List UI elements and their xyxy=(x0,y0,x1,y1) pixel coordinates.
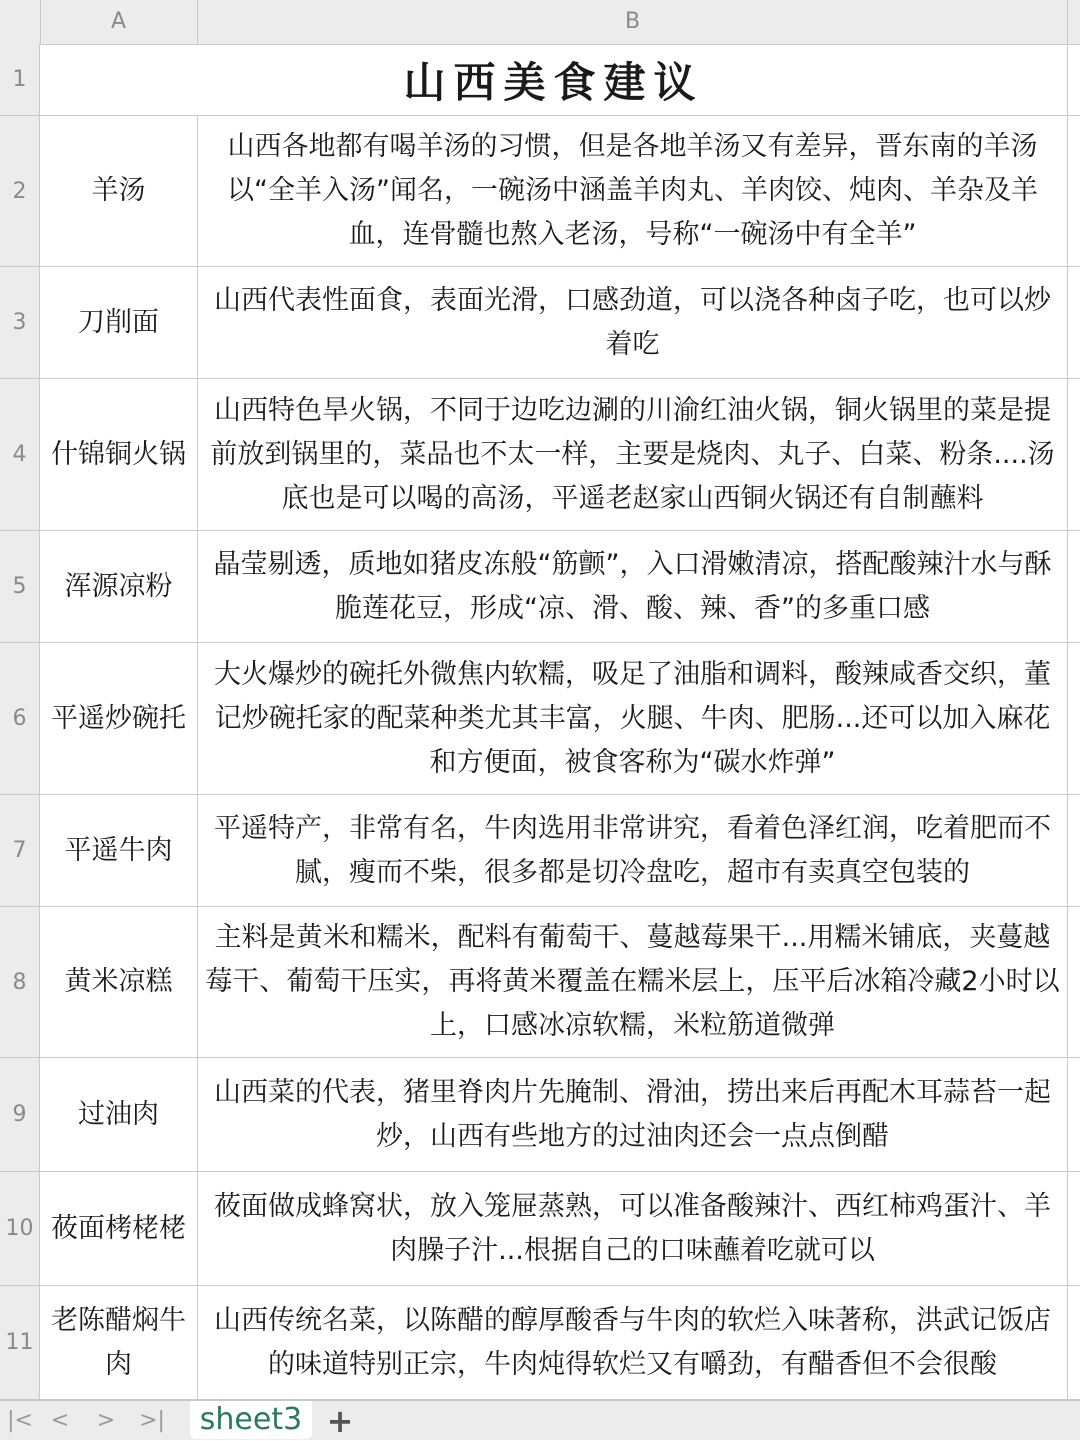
last-sheet-icon[interactable]: >| xyxy=(139,1408,165,1433)
row-header[interactable]: 11 xyxy=(0,1286,40,1399)
dish-description-cell[interactable]: 山西菜的代表，猪里脊肉片先腌制、滑油，捞出来后再配木耳蒜苔一起炒，山西有些地方的过油肉还会一点点倒醋 xyxy=(198,1058,1068,1171)
tab-sheet3[interactable]: sheet3 xyxy=(190,1401,312,1439)
table-row xyxy=(0,643,1080,795)
dish-name-cell[interactable]: 什锦铜火锅 xyxy=(40,379,198,530)
dish-description-cell[interactable]: 晶莹剔透，质地如猪皮冻般“筋颤”，入口滑嫩清凉，搭配酸辣汁水与酥脆莲花豆，形成“凉、滑、酸、辣、香”的多重口感 xyxy=(198,531,1068,642)
column-header-a[interactable]: A xyxy=(40,0,198,44)
dish-name-cell[interactable]: 莜面栲栳栳 xyxy=(40,1172,198,1285)
next-sheet-icon[interactable]: > xyxy=(96,1408,116,1433)
table-row xyxy=(0,907,1080,1058)
title-cell[interactable]: 山西美食建议 xyxy=(40,44,1068,115)
column-header-b[interactable]: B xyxy=(198,0,1068,44)
row-header[interactable]: 5 xyxy=(0,531,40,642)
table-row xyxy=(0,1286,1080,1400)
row-header[interactable]: 1 xyxy=(0,44,40,115)
row-header[interactable]: 6 xyxy=(0,643,40,794)
table-row xyxy=(0,531,1080,643)
table-row xyxy=(0,267,1080,379)
dish-description-cell[interactable]: 大火爆炒的碗托外微焦内软糯，吸足了油脂和调料，酸辣咸香交织，董记炒碗托家的配菜种类尤其丰富，火腿、牛肉、肥肠...还可以加入麻花和方便面，被食客称为“碳水炸弹” xyxy=(198,643,1068,794)
dish-name-cell[interactable]: 黄米凉糕 xyxy=(40,907,198,1057)
dish-description-cell[interactable]: 山西代表性面食，表面光滑，口感劲道，可以浇各种卤子吃，也可以炒着吃 xyxy=(198,267,1068,378)
row-header[interactable]: 3 xyxy=(0,267,40,378)
dish-description-cell[interactable]: 莜面做成蜂窝状，放入笼屉蒸熟，可以准备酸辣汁、西红柿鸡蛋汁、羊肉臊子汁...根据自己的口味蘸着吃就可以 xyxy=(198,1172,1068,1285)
dish-description-cell[interactable]: 山西特色旱火锅，不同于边吃边涮的川渝红油火锅，铜火锅里的菜是提前放到锅里的，菜品也不太一样，主要是烧肉、丸子、白菜、粉条....汤底也是可以喝的高汤，平遥老赵家山西铜火锅还有自制蘸料 xyxy=(198,379,1068,530)
table-row xyxy=(0,379,1080,531)
table-row xyxy=(0,1058,1080,1172)
dish-description-cell[interactable]: 山西各地都有喝羊汤的习惯，但是各地羊汤又有差异，晋东南的羊汤以“全羊入汤”闻名，一碗汤中涵盖羊肉丸、羊肉饺、炖肉、羊杂及羊血，连骨髓也熬入老汤，号称“一碗汤中有全羊” xyxy=(198,116,1068,266)
table-row xyxy=(0,1172,1080,1286)
row-header[interactable]: 10 xyxy=(0,1172,40,1285)
sheet-tab-bar xyxy=(0,1400,1080,1440)
prev-sheet-icon[interactable]: < xyxy=(50,1408,70,1433)
first-sheet-icon[interactable]: |< xyxy=(7,1408,33,1433)
row-header[interactable]: 8 xyxy=(0,907,40,1057)
dish-description-cell[interactable]: 主料是黄米和糯米，配料有葡萄干、蔓越莓果干...用糯米铺底，夹蔓越莓干、葡萄干压实，再将黄米覆盖在糯米层上，压平后冰箱冷藏2小时以上，口感冰凉软糯，米粒筋道微弹 xyxy=(198,907,1068,1057)
dish-name-cell[interactable]: 浑源凉粉 xyxy=(40,531,198,642)
dish-name-cell[interactable]: 平遥炒碗托 xyxy=(40,643,198,794)
table-row xyxy=(0,44,1080,116)
dish-description-cell[interactable]: 山西传统名菜，以陈醋的醇厚酸香与牛肉的软烂入味著称，洪武记饭店的味道特别正宗，牛肉炖得软烂又有嚼劲，有醋香但不会很酸 xyxy=(198,1286,1068,1399)
row-header[interactable]: 4 xyxy=(0,379,40,530)
table-row xyxy=(0,116,1080,267)
dish-name-cell[interactable]: 过油肉 xyxy=(40,1058,198,1171)
dish-name-cell[interactable]: 羊汤 xyxy=(40,116,198,266)
column-header-row xyxy=(0,0,1080,45)
dish-description-cell[interactable]: 平遥特产，非常有名，牛肉选用非常讲究，看着色泽红润，吃着肥而不腻，瘦而不柴，很多都是切冷盘吃，超市有卖真空包装的 xyxy=(198,795,1068,906)
row-header[interactable]: 2 xyxy=(0,116,40,266)
row-header[interactable]: 7 xyxy=(0,795,40,906)
dish-name-cell[interactable]: 平遥牛肉 xyxy=(40,795,198,906)
table-row xyxy=(0,795,1080,907)
select-all-corner[interactable] xyxy=(0,0,41,44)
dish-name-cell[interactable]: 老陈醋焖牛肉 xyxy=(40,1286,198,1399)
dish-name-cell[interactable]: 刀削面 xyxy=(40,267,198,378)
row-header[interactable]: 9 xyxy=(0,1058,40,1171)
add-sheet-icon[interactable]: + xyxy=(326,1402,354,1440)
